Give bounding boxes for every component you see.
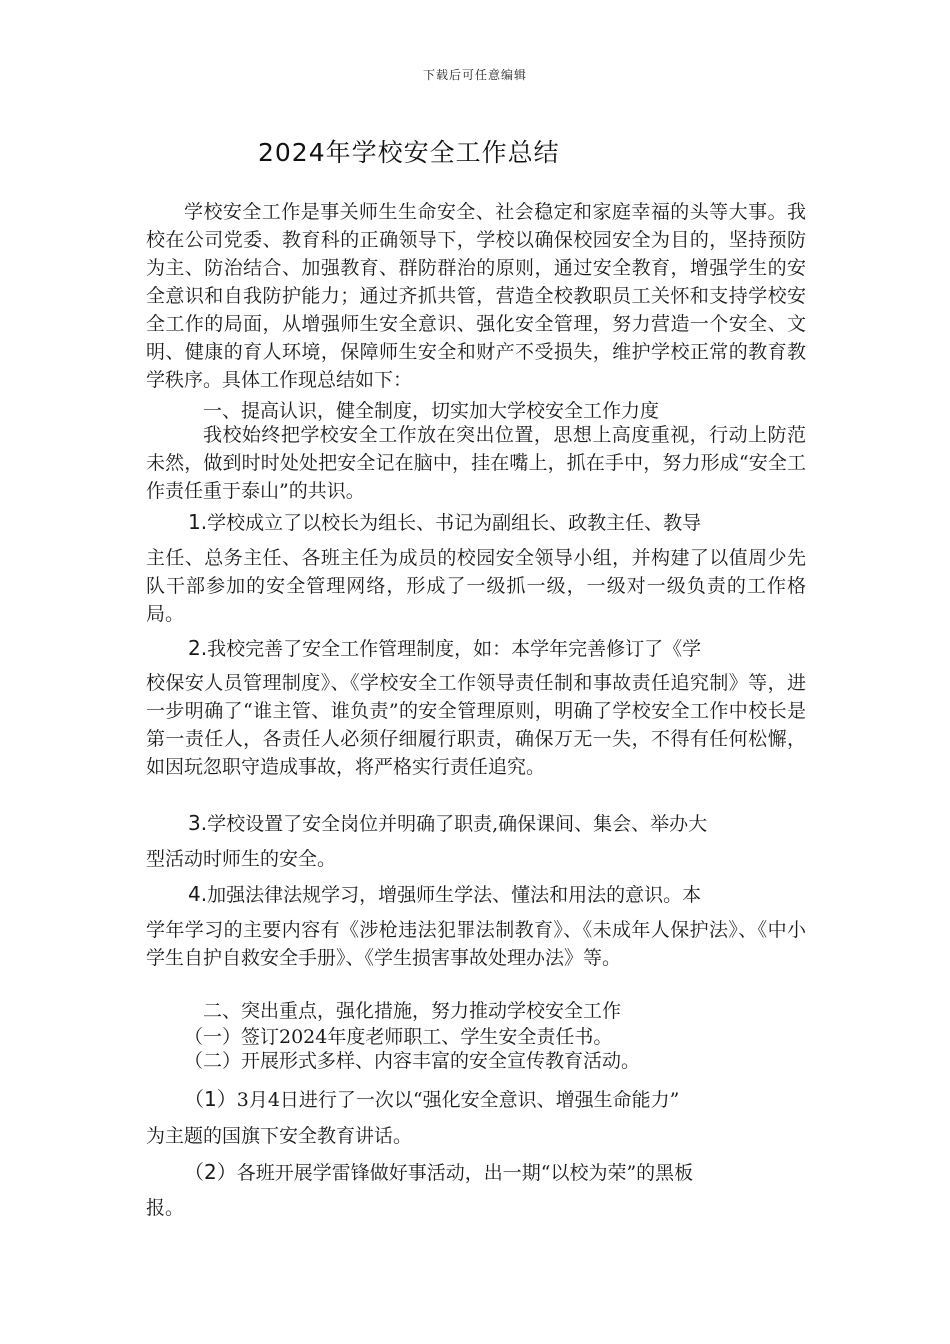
item-1-first-text: 学校成立了以校长为组长、书记为副组长、政教主任、教导 bbox=[207, 512, 702, 534]
item-3-first-line bbox=[188, 809, 707, 836]
item-4-number: 4. bbox=[188, 882, 208, 906]
activity-2-number: （2） bbox=[184, 1160, 237, 1184]
document-title: 2024年学校安全工作总结 bbox=[258, 138, 560, 167]
activity-1-number: （1） bbox=[184, 1087, 237, 1111]
activity-1-continuation: 为主题的国旗下安全教育讲话。 bbox=[146, 1125, 413, 1147]
item-4-first-text: 加强法律法规学习，增强师生学法、懂法和用法的意识。本 bbox=[207, 884, 702, 906]
page-header-note: 下载后可任意编辑 bbox=[422, 68, 527, 82]
activity-2-continuation: 报。 bbox=[146, 1197, 185, 1219]
item-3-first-text: 学校设置了安全岗位并明确了职责,确保课间、集会、举办大 bbox=[207, 813, 708, 835]
section2-sub-1: （一）签订2024年度老师职工、学生安全责任书。 bbox=[184, 1026, 613, 1048]
activity-1-first-line bbox=[184, 1083, 679, 1112]
section1-lead-paragraph: 我校始终把学校安全工作放在突出位置，思想上高度重视，行动上防范未然，做到时时处处把安全记在脑中，挂在嘴上，抓在手中，努力形成“安全工作责任重于泰山”的共识。 bbox=[146, 424, 806, 502]
item-1-continuation: 主任、总务主任、各班主任为成员的校园安全领导小组，并构建了以值周少先队干部参加的安全管理网络，形成了一级抓一级，一级对一级负责的工作格局。 bbox=[146, 547, 806, 625]
section1-heading: 一、提高认识，健全制度，切实加大学校安全工作力度 bbox=[203, 400, 660, 422]
item-3-continuation: 型活动时师生的安全。 bbox=[146, 848, 337, 870]
activity-2-first-line bbox=[184, 1156, 693, 1185]
item-4-first-line bbox=[188, 880, 701, 907]
item-2-first-line bbox=[188, 634, 701, 661]
activity-2-first-text: 各班开展学雷锋做好事活动，出一期“以校为荣”的黑板 bbox=[236, 1162, 694, 1184]
intro-paragraph: 学校安全工作是事关师生生命安全、社会稳定和家庭幸福的头等大事。我校在公司党委、教育科的正确领导下，学校以确保校园安全为目的，坚持预防为主、防治结合、加强教育、群防群治的原则，通过安全教育，增强学生的安全意识和自我防护能力；通过齐抓共管，营造全校教职员工关怀和支持学校安全工作的局面，从增强师生安全意识、强化安全管理，努力营造一个安全、文明、健康的育人环境，保障师生安全和财产不受损失，维护学校正常的教育教学秩序。具体工作现总结如下： bbox=[146, 201, 806, 391]
item-2-number: 2. bbox=[188, 636, 208, 660]
item-2-continuation: 校保安人员管理制度》、《学校安全工作领导责任制和事故责任追究制》等，进一步明确了“谁主管、谁负责”的安全管理原则，明确了学校安全工作中校长是第一责任人，各责任人必须仔细履行职责，确保万无一失，不得有任何松懈，如因玩忽职守造成事故，将严格实行责任追究。 bbox=[146, 672, 806, 778]
item-2-first-text: 我校完善了安全工作管理制度，如：本学年完善修订了《学 bbox=[207, 638, 702, 660]
section2-heading: 二、突出重点，强化措施，努力推动学校安全工作 bbox=[203, 1000, 622, 1022]
item-1-first-line bbox=[188, 508, 701, 535]
section2-sub-2: （二）开展形式多样、内容丰富的安全宣传教育活动。 bbox=[184, 1050, 641, 1072]
item-3-number: 3. bbox=[188, 811, 208, 835]
item-4-continuation: 学年学习的主要内容有《涉枪违法犯罪法制教育》、《未成年人保护法》、《中小学生自护自救安全手册》、《学生损害事故处理办法》等。 bbox=[146, 919, 806, 969]
activity-1-first-text: 3月4日进行了一次以“强化安全意识、增强生命能力” bbox=[236, 1089, 680, 1111]
item-1-number: 1. bbox=[188, 510, 208, 534]
